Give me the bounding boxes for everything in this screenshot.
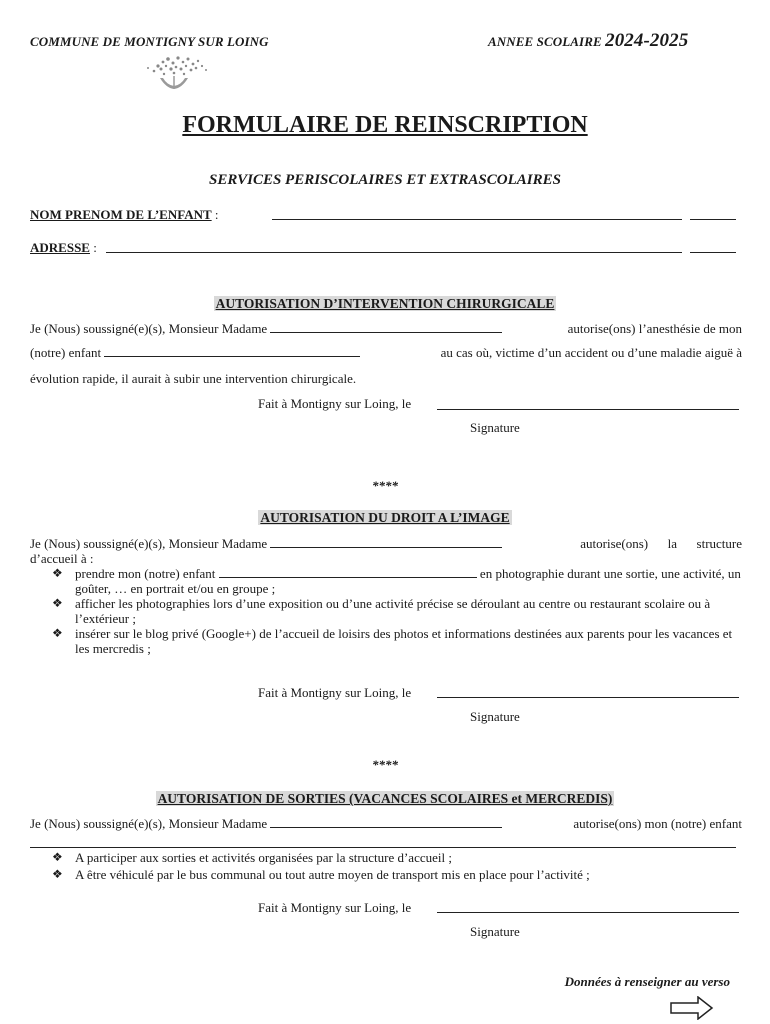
separator-2: **** — [372, 757, 398, 772]
signature-label-3: Signature — [470, 924, 520, 939]
section-surgery-line3: évolution rapide, il aurait à subir une intervention chirurgicale. — [30, 371, 357, 386]
child-name-input-line[interactable] — [272, 219, 682, 220]
section-surgery-line1: Je (Nous) soussigné(e)(s), Monsieur Madame autorise(ons) l’anesthésie de mon — [30, 321, 742, 336]
separator-1: **** — [372, 478, 398, 493]
fait-a-label-1: Fait à Montigny sur Loing, le — [258, 396, 412, 411]
list-item: ❖ A être véhiculé par le bus communal ou tout autre moyen de transport mis en place pour l’activité ; — [52, 867, 590, 882]
school-year-value: 2024-2025 — [605, 30, 689, 51]
parent-name-input-line[interactable] — [270, 321, 502, 333]
page-subtitle: SERVICES PERISCOLAIRES ET EXTRASCOLAIRES — [209, 172, 561, 188]
signature-label-1: Signature — [470, 420, 520, 435]
section-surgery-line2: (notre) enfant au cas où, victime d’un accident ou d’une maladie aiguë à — [30, 345, 742, 360]
address-label: ADRESSE : — [30, 240, 97, 255]
child-input-line-2[interactable] — [219, 566, 477, 578]
list-item: ❖ afficher les photographies lors d’une exposition ou d’une activité précise se déroulant au centre ou restaurant scolaire ou à l’extérieur ; — [52, 596, 711, 626]
address-input-line[interactable] — [106, 252, 682, 253]
date-input-line-2[interactable] — [437, 697, 739, 698]
child-input-line-3[interactable] — [30, 847, 736, 848]
school-year — [488, 30, 688, 52]
address-input-line-2[interactable] — [690, 252, 736, 253]
date-input-line-3[interactable] — [437, 912, 739, 913]
commune-logo — [136, 54, 214, 94]
parent-name-input-line-3[interactable] — [270, 816, 502, 828]
date-input-line-1[interactable] — [437, 409, 739, 410]
section-surgery-heading: AUTORISATION D’INTERVENTION CHIRURGICALE — [215, 296, 555, 311]
page-title: FORMULAIRE DE REINSCRIPTION — [182, 112, 588, 138]
child-name-label: NOM PRENOM DE L’ENFANT : — [30, 207, 219, 222]
child-input-line[interactable] — [104, 345, 360, 357]
parent-name-input-line-2[interactable] — [270, 536, 502, 548]
list-item: ❖ A participer aux sorties et activités organisées par la structure d’accueil ; — [52, 850, 452, 865]
section-image-intro: Je (Nous) soussigné(e)(s), Monsieur Madame autorise(ons) la structure d’accueil à : ❖ prendre mon (notre) enfant en photographie durant une sortie, une activité, un goûter, … en portrait et/ou en groupe ; ❖ afficher les photographies lors d’une exposition ou d’une activité précise se déroulant au centre ou restaurant scolaire ou à l’extérieur ; ❖ insérer sur le blog privé (Google+) de l’accueil de loisirs des photos et informations destinées aux parents pour les vacances et les mercredis ; — [30, 536, 742, 656]
signature-label-2: Signature — [470, 709, 520, 724]
section-image-heading: AUTORISATION DU DROIT A L’IMAGE — [260, 510, 510, 525]
child-name-input-line-2[interactable] — [690, 219, 736, 220]
list-item: ❖ prendre mon (notre) enfant en photographie durant une sortie, une activité, un goûter, … en portrait et/ou en groupe ; — [52, 566, 741, 596]
fait-a-label-2: Fait à Montigny sur Loing, le — [258, 685, 412, 700]
section-outings-intro: Je (Nous) soussigné(e)(s), Monsieur Madame autorise(ons) mon (notre) enfant — [30, 816, 742, 831]
section-outings-list — [30, 850, 742, 882]
right-arrow-icon — [670, 996, 714, 1020]
list-item: ❖ insérer sur le blog privé (Google+) de l’accueil de loisirs des photos et informations destinées aux parents pour les vacances et les mercredis ; — [52, 626, 733, 656]
verso-note: Données à renseigner au verso — [564, 974, 730, 989]
school-year-label: ANNEE SCOLAIRE — [488, 34, 602, 49]
section-outings-heading: AUTORISATION DE SORTIES (VACANCES SCOLAIRES et MERCREDIS) — [157, 791, 613, 806]
commune-name: COMMUNE DE MONTIGNY SUR LOING — [30, 34, 269, 49]
fait-a-label-3: Fait à Montigny sur Loing, le — [258, 900, 412, 915]
